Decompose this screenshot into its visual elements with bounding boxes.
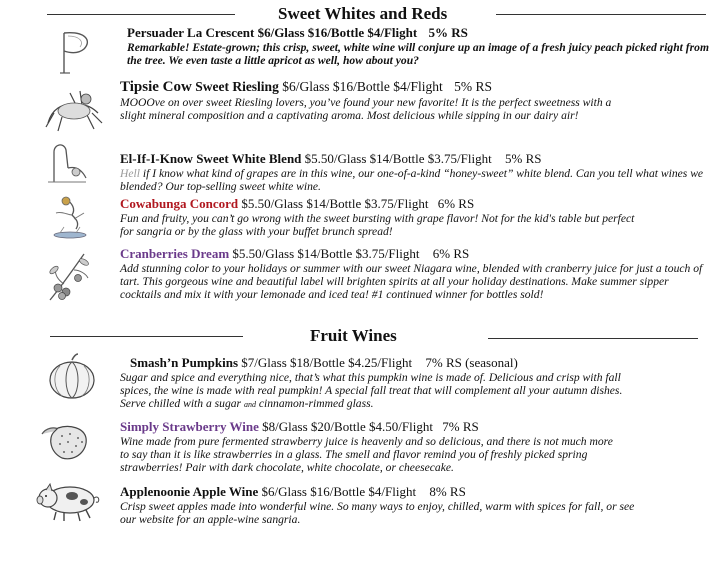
wine-prices: $6/Glass $16/Bottle $4/Flight [261,484,417,499]
wine-heading [120,151,720,166]
wine-rs: 7% RS [442,419,479,434]
wine-name: Cranberries Dream [120,246,230,261]
wine-entry-tipsie-cow [120,79,720,122]
wine-entry-el-if-i-know [120,151,720,193]
wine-description [120,371,640,412]
wine-heading [120,484,720,499]
pig-icon [32,476,106,524]
letter-p-icon [50,27,100,77]
wine-heading [120,419,720,434]
wine-rs: 5% RS [504,151,542,166]
section-header-fruit [0,326,722,350]
wine-prices: $6/Glass $16/Bottle $4/Flight [282,79,443,94]
wine-description-text: Sugar and spice and everything nice, that’s what this pumpkin wine is made of. Delicious and crisp with fall spices, the wine is made with real pumpkin! A special fall treat that will complement all your autumn dishes. Serve chilled with a sugar [120,371,623,411]
wine-name: Cowabunga Concord [120,196,239,211]
wine-prices: $5.50/Glass $14/Bottle $3.75/Flight [304,151,492,166]
cow-icon [40,83,106,133]
section-rule-right [496,14,706,15]
wine-description: MOOOve on over sweet Riesling lovers, you’ve found your new favorite! It is the perfect sweetness with a slight mineral composition and a captivating aroma. Most delicious while sipping in our dairy air! [120,96,612,123]
wine-heading [120,196,720,211]
wine-rs: 7% RS (seasonal) [425,355,518,370]
wine-name: Applenoonie Apple Wine [120,484,259,499]
wine-name: Smash’n Pumpkins [130,355,239,370]
wine-description: Wine made from pure fermented strawberry juice is heavenly and so delicious, and there is not much more to say than it is like strawberries in a glass. The smell and flavor remind you of freshly picked spring strawberries! Pair with dark chocolate, white chocolate, or cheesecake. [120,435,613,475]
wine-rs: 6% RS [432,246,470,261]
wine-description: Add stunning color to your holidays or summer with our sweet Niagara wine, blended with cranberry juice for just a touch of tart. This gorgeous wine and beautiful label will brighten spirits at all your holiday destinations. Make summer sipper cocktails and mix it with your lemonade and iced tea! #1 continued winner for bottles sold! [120,262,703,302]
wine-entry-cowabunga [120,196,720,238]
wine-prices: $5.50/Glass $14/Bottle $3.75/Flight [232,246,420,261]
wine-description-tail: cinnamon-rimmed glass. [255,397,374,411]
wine-name: Simply Strawberry Wine [120,419,259,434]
wine-entry-persuader [127,25,717,67]
wine-heading [127,25,717,40]
wine-name: Tipsie Cow [120,79,192,95]
wine-rs: 6% RS [437,196,475,211]
elf-icon [42,138,92,188]
wine-prices: $5.50/Glass $14/Bottle $3.75/Flight [241,196,429,211]
wine-entry-cranberries [120,246,720,302]
pumpkin-icon [46,350,98,402]
wine-name: El-If-I-Know Sweet White Blend [120,151,302,166]
wine-description [120,167,720,193]
wine-heading [120,246,720,261]
wine-prices: $8/Glass $20/Bottle $4.50/Flight [262,419,433,434]
surfer-icon [46,193,92,241]
wine-description: Crisp sweet apples made into wonderful wine. So many ways to enjoy, chilled, warm with spices for fall, or see our website for an apple-wine sangria. [120,500,635,527]
wine-entry-applenoonie [120,484,720,526]
wine-rs: 8% RS [429,484,466,499]
wine-name: Persuader La Crescent [127,25,255,40]
wine-description-small: and [243,400,256,410]
section-title: Fruit Wines [310,326,397,345]
wine-prices: $6/Glass $16/Bottle $4/Flight [257,25,418,40]
wine-description: Remarkable! Estate-grown; this crisp, sweet, white wine will conjure up an image of a fresh juicy peach picked right from the tree. We even taste a little apricot as well, how about you? [127,41,709,68]
cranberry-branch-icon [44,248,94,304]
wine-prices: $7/Glass $18/Bottle $4.25/Flight [241,355,413,370]
section-rule-left [47,14,235,15]
wine-heading [120,355,720,370]
strawberry-icon [36,414,92,462]
wine-heading [120,79,720,95]
wine-description-text: if I know what kind of grapes are in this wine, our one-of-a-kind “honey-sweet” white blend. Can you tell what wines we blended? Our top-selling sweet white wine. [120,167,704,194]
wine-name-suffix: Sweet Riesling [195,79,279,94]
wine-description: Fun and fruity, you can’t go wrong with the sweet bursting with grape flavor! Not for the kid's table but perfect for sangria or by the glass with your buffet brunch spread! [120,212,635,239]
wine-description-highlight: Hell [120,167,140,180]
section-rule-left [50,336,243,337]
wine-rs: 5% RS [454,79,492,94]
wine-entry-smashn-pumpkins [120,355,720,412]
section-rule-right [488,338,698,339]
wine-rs: 5% RS [428,25,468,40]
section-title: Sweet Whites and Reds [278,4,448,23]
wine-entry-simply-strawberry [120,419,720,475]
